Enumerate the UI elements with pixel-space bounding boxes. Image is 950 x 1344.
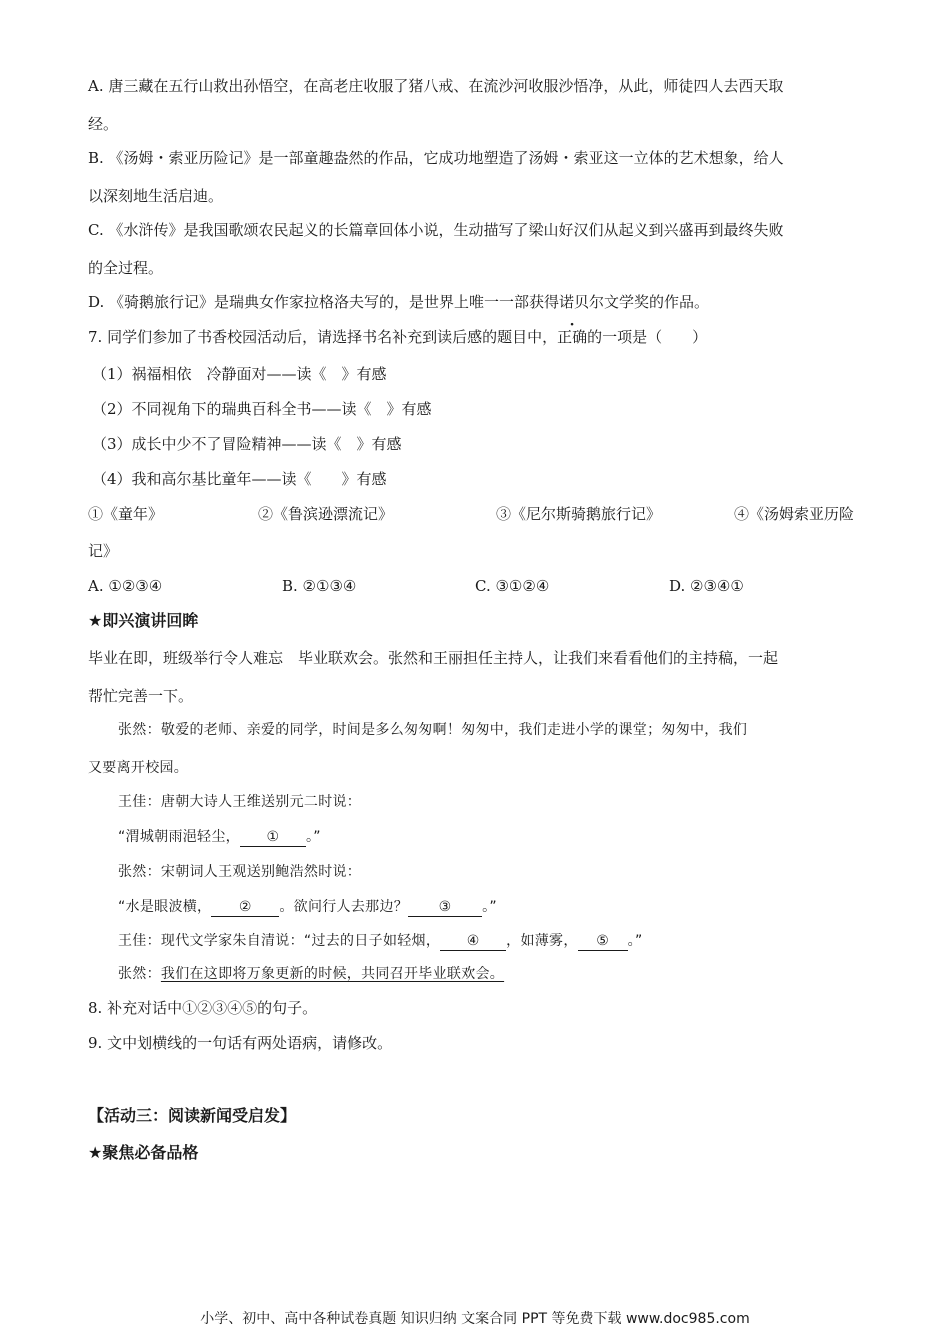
q7-answer-d: D. ②③④① (669, 577, 744, 595)
q7-item-4: （4）我和高尔基比童年——读《 》有感 (92, 470, 387, 488)
q7-book-4: ④《汤姆索亚历险 (734, 505, 855, 523)
fill-blank-2[interactable]: ② (211, 898, 279, 917)
q6-option-b-line2: 以深刻地生活启迪。 (88, 187, 224, 205)
wang-line1: 王佳：唐朝大诗人王维送别元二时说： (118, 794, 362, 810)
zhang-line3 (118, 964, 504, 984)
q7-book-1: ①《童年》 (88, 505, 164, 523)
wang-line2-mid: ，如薄雾， (506, 933, 578, 949)
q7-stem-emphasis: 正确 (557, 328, 588, 346)
section-heading-speech: ★即兴演讲回眸 (88, 611, 199, 630)
fill-blank-4[interactable]: ④ (440, 932, 506, 951)
q7-item-2: （2）不同视角下的瑞典百科全书——读《 》有感 (92, 400, 432, 418)
poem-2-before: “水是眼波横， (118, 899, 212, 915)
q6-option-c-line2: 的全过程。 (88, 259, 164, 277)
wang-line2-before: 王佳：现代文学家朱自清说：“过去的日子如轻烟， (118, 933, 441, 949)
wang-line2 (118, 931, 643, 951)
fill-blank-1[interactable]: ① (240, 828, 306, 847)
fill-blank-5[interactable]: ⑤ (578, 932, 628, 951)
poem-1-after: 。” (305, 829, 321, 845)
q7-stem-before: 7. 同学们参加了书香校园活动后，请选择书名补充到读后感的题目中， (88, 328, 558, 346)
q7-book-3: ③《尼尔斯骑鹅旅行记》 (496, 505, 662, 523)
fill-blank-3[interactable]: ③ (408, 898, 482, 917)
page-footer: 小学、初中、高中各种试卷真题 知识归纳 文案合同 PPT 等免费下载 www.doc985.com (200, 1311, 750, 1327)
zhang-line1-wrap: 又要离开校园。 (88, 760, 189, 776)
poem-1 (118, 827, 321, 847)
q7-book-4-wrap: 记》 (88, 542, 119, 560)
zhang-line2: 张然：宋朝词人王观送别鲍浩然时说： (118, 864, 362, 880)
q6-option-d-line1: D. 《骑鹅旅行记》是瑞典女作家拉格洛夫写的，是世界上唯一一部获得诺贝尔文学奖的作品。 (88, 293, 710, 311)
q6-option-b-line1: B. 《汤姆・索亚历险记》是一部童趣盎然的作品，它成功地塑造了汤姆・索亚这一立体的艺术想象，给人 (88, 149, 784, 167)
zhang-line1: 张然：敬爱的老师、亲爱的同学，时间是多么匆匆啊！匆匆中，我们走进小学的课堂；匆匆中，我们 (118, 722, 748, 738)
q6-option-a-line2: 经。 (88, 115, 119, 133)
poem-2-mid: 。欲问行人去那边？ (279, 899, 409, 915)
q6-option-a-line1: A. 唐三藏在五行山救出孙悟空，在高老庄收服了猪八戒、在流沙河收服沙悟净，从此，师徒四人去西天取 (88, 77, 784, 95)
section-heading-focus: ★聚焦必备品格 (88, 1143, 199, 1162)
q7-answer-b: B. ②①③④ (282, 577, 357, 595)
zhang-line3-speaker: 张然： (118, 966, 161, 982)
speech-intro-line2: 帮忙完善一下。 (88, 687, 194, 705)
underlined-sentence: 我们在这即将万象更新的时候，共同召开毕业联欢会。 (160, 966, 505, 982)
q7-book-2: ②《鲁滨逊漂流记》 (258, 505, 394, 523)
question-8: 8. 补充对话中①②③④⑤的句子。 (88, 999, 318, 1017)
q7-stem-after: 的一项是（ ） (587, 328, 708, 346)
q7-item-1: （1）祸福相依 冷静面对——读《 》有感 (92, 365, 387, 383)
q7-answer-c: C. ③①②④ (475, 577, 550, 595)
poem-2-after: 。” (482, 899, 497, 915)
activity-3-heading: 【活动三：阅读新闻受启发】 (88, 1106, 297, 1125)
q7-answer-a: A. ①②③④ (88, 577, 163, 595)
q6-option-c-line1: C. 《水浒传》是我国歌颂农民起义的长篇章回体小说，生动描写了梁山好汉们从起义到兴盛再到最终失败 (88, 221, 784, 239)
wang-line2-after: 。” (627, 933, 643, 949)
q7-item-3: （3）成长中少不了冒险精神——读《 》有感 (92, 435, 402, 453)
poem-1-before: “渭城朝雨浥轻尘， (118, 829, 240, 845)
poem-2 (118, 897, 497, 917)
speech-intro-line1: 毕业在即，班级举行令人难忘 毕业联欢会。张然和王丽担任主持人，让我们来看看他们的主持稿，一起 (88, 649, 779, 667)
q7-stem (88, 327, 707, 347)
question-9: 9. 文中划横线的一句话有两处语病，请修改。 (88, 1034, 393, 1052)
